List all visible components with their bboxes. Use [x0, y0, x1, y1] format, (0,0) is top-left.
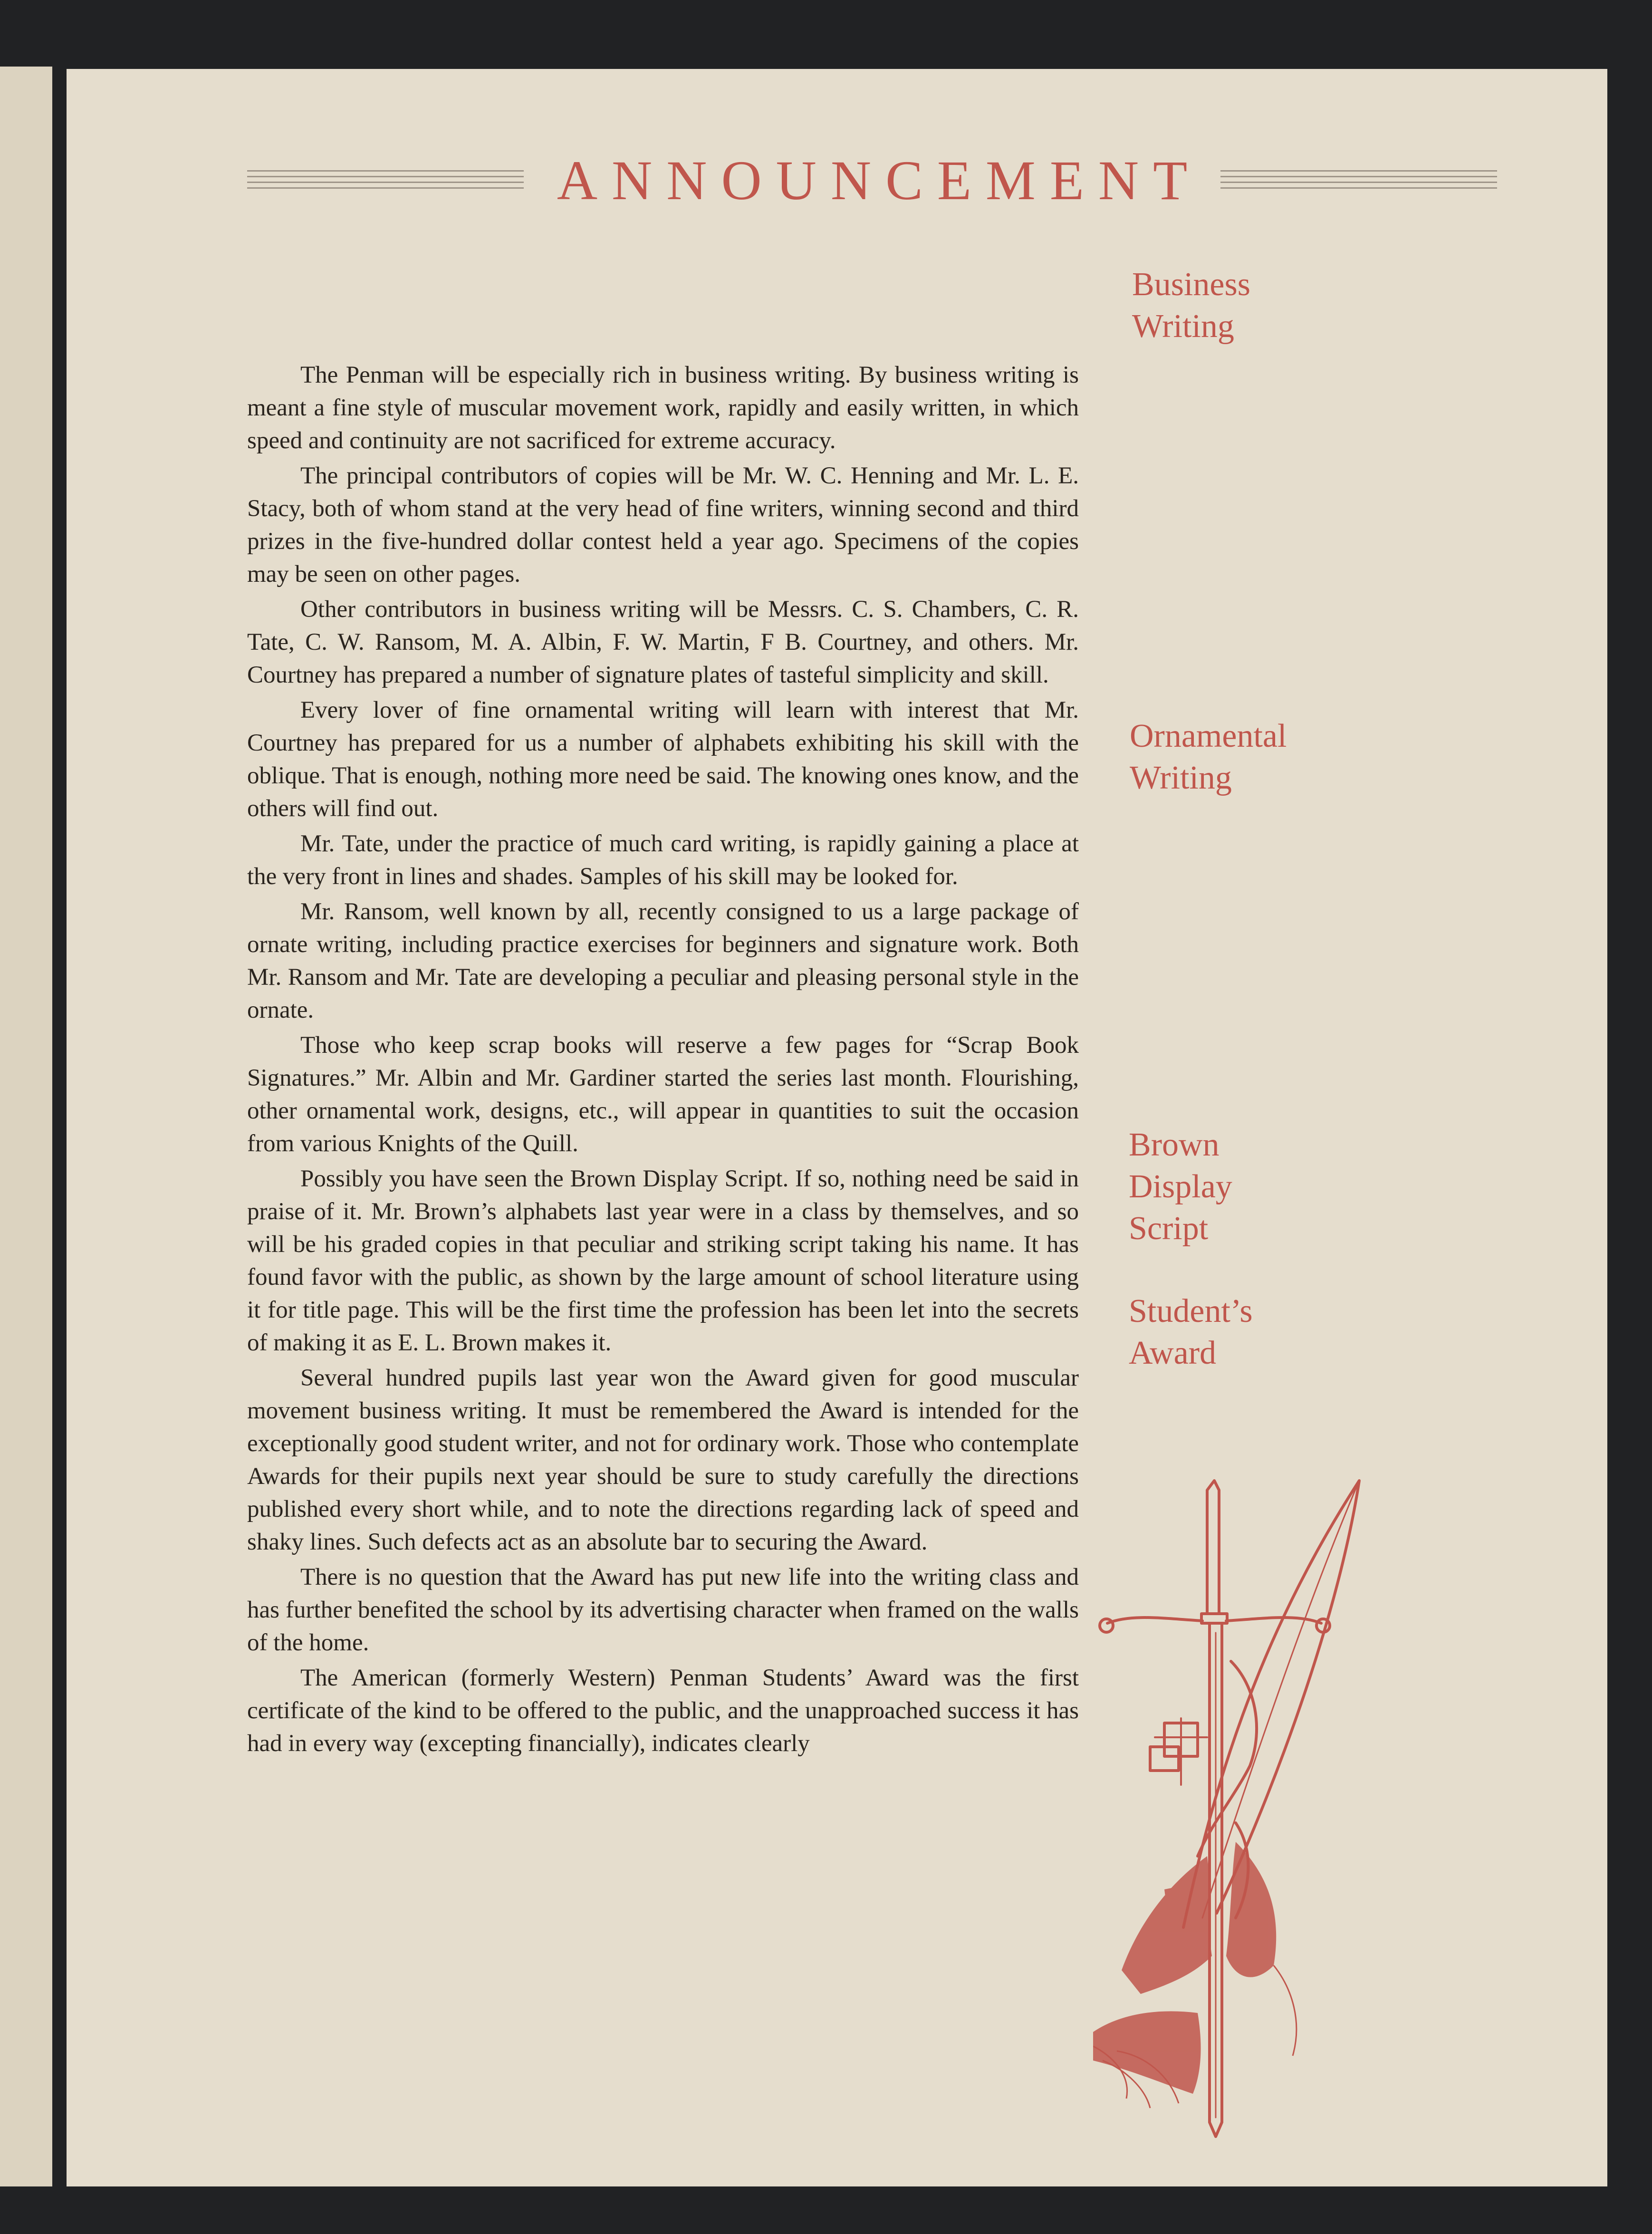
- paragraph: Those who keep scrap books will reserve a few pages for “Scrap Book Signatures.” Mr. Albin and Mr. Gardiner started the series last month. Flourishing, other ornamental work, designs, etc., will appear in quantities to suit the occasion from various Knights of the Quill.: [247, 1032, 1079, 1157]
- paragraph: There is no question that the Award has put new life into the writing class and has further benefited the school by its advertising character when framed on the walls of the home.: [247, 1564, 1079, 1656]
- paragraph: Several hundred pupils last year won the Award given for good muscular movement business writing. It must be remembered the Award is intended for the exceptionally good student writer, and not for ordinary work. Those who contemplate Awards for their pupils next year should be sure to study carefully the directions published every short while, and to note the directions regarding lack of speed and shaky lines. Such defects act as an absolute bar to securing the Award.: [247, 1365, 1079, 1555]
- sidenote-ornamental-writing: [1130, 715, 1287, 799]
- sidenote-line: Award: [1129, 1335, 1217, 1371]
- heading-rule-right: [1220, 170, 1497, 191]
- sidenote-students-award: [1129, 1290, 1253, 1374]
- heading: [247, 145, 1497, 216]
- sidenote-line: Brown: [1129, 1127, 1220, 1163]
- sidenote-brown-display-script: [1129, 1124, 1232, 1250]
- sidenote-line: Script: [1129, 1210, 1209, 1247]
- article-body: [247, 359, 1079, 1762]
- paragraph: The American (formerly Western) Penman Students’ Award was the first certificate of the kind to be offered to the public, and the unapproached success it has had in every way (excepting financially), indicates clearly: [247, 1665, 1079, 1757]
- previous-page-edge: [0, 67, 52, 2186]
- sidenote-line: Display: [1129, 1168, 1232, 1205]
- paragraph: The principal contributors of copies will be Mr. W. C. Henning and Mr. L. E. Stacy, both of whom stand at the very head of fine writers, winning second and third prizes in the five-hundred dollar contest held a year ago. Specimens of the copies may be seen on other pages.: [247, 462, 1079, 587]
- sword-quill-banner-illustration: [1093, 1462, 1393, 2141]
- sidenote-line: Writing: [1130, 760, 1232, 796]
- heading-rule-left: [247, 170, 524, 191]
- paragraph: Mr. Ransom, well known by all, recently consigned to us a large package of ornate writing, including practice exercises for beginners and signature work. Both Mr. Ransom and Mr. Tate are developing a peculiar and pleasing personal style in the ornate.: [247, 898, 1079, 1023]
- sidenote-line: Ornamental: [1130, 718, 1287, 754]
- page: [67, 69, 1607, 2186]
- paragraph: Possibly you have seen the Brown Display Script. If so, nothing need be said in praise of it. Mr. Brown’s alphabets last year were in a class by themselves, and so will be his graded copies in that peculiar and striking script taking his name. It has found favor with the public, as shown by the large amount of school literature using it for title page. This will be the first time the profession has been let into the secrets of making it as E. L. Brown makes it.: [247, 1165, 1079, 1356]
- sidenote-business-writing: [1132, 264, 1250, 347]
- sidenote-line: Business: [1132, 266, 1250, 303]
- paragraph: Mr. Tate, under the practice of much card writing, is rapidly gaining a place at the very front in lines and shades. Samples of his skill may be looked for.: [247, 830, 1079, 890]
- paragraph: The Penman will be especially rich in business writing. By business writing is meant a fine style of muscular movement work, rapidly and easily written, in which speed and continuity are not sacrificed for extreme accuracy.: [247, 362, 1079, 454]
- paragraph: Other contributors in business writing will be Messrs. C. S. Chambers, C. R. Tate, C. W. Ransom, M. A. Albin, F. W. Martin, F B. Courtney, and others. Mr. Courtney has prepared a number of signature plates of tasteful simplicity and skill.: [247, 596, 1079, 688]
- sidenote-line: Writing: [1132, 308, 1234, 345]
- sidenote-line: Student’s: [1129, 1293, 1253, 1329]
- page-title: ANNOUNCEMENT: [557, 149, 1202, 212]
- paragraph: Every lover of fine ornamental writing will learn with interest that Mr. Courtney has prepared for us a number of alphabets exhibiting his skill with the oblique. That is enough, nothing more need be said. The knowing ones know, and the others will find out.: [247, 697, 1079, 822]
